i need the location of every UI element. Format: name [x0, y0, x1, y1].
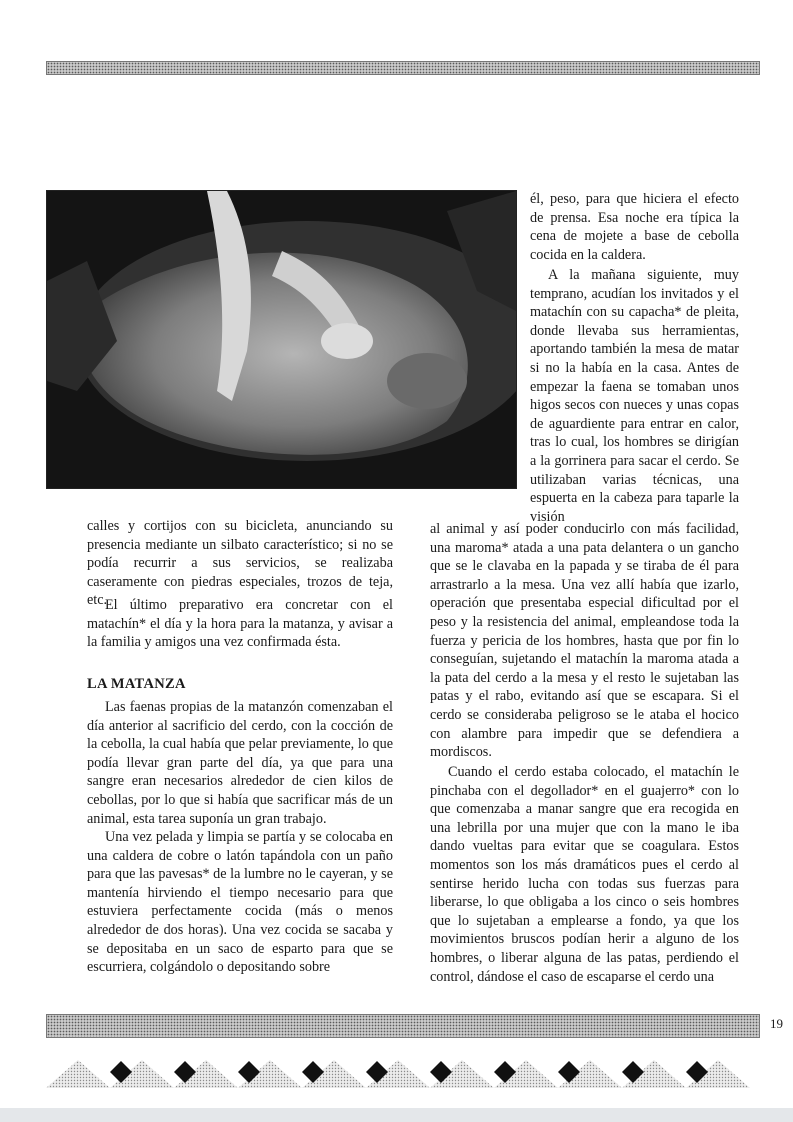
- section-paragraph: Una vez pelada y limpia se partía y se colocaba en una caldera de cobre o latón tapándola con un paño para que las pavesas* de la lumbre no le cayeran, y se mantenía hirviendo el tiempo necesario para que estuviera perfectamente cocida (más o menos alrededor de dos horas). Una vez cocida se sacaba y se depositaba en un saco de esparto para que se escurriera, colgándolo o depositando sobre: [87, 829, 393, 976]
- section-heading: LA MATANZA: [87, 676, 186, 692]
- right-column-paragraph: Cuando el cerdo estaba colocado, el matachín le pinchaba con el degollador* en el guajerro* con lo que comenzaba a manar sangre que era recogida en una lebrilla por una mujer que con la mano le iba dando vueltas para evitar que se coagulara. Estos momentos son los más dramáticos pues el cerdo al sentirse herido lucha con todas sus fuerzas para liberarse, lo que obligaba a los cinco o seis hombres que lo sujetaban a emplearse a fondo, ya que los movimientos bruscos podían herir a alguno de los hombres, o liberar alguna de las patas, perdiendo el control, dándose el caso de escaparse el cerdo una: [430, 764, 739, 985]
- section-paragraph: Las faenas propias de la matanzón comenzaban el día anterior al sacrificio del cerdo, con la cocción de la cebolla, la cual había que pelar previamente, lo que podía llevar gran parte del día, ya que para una sangre eran necesarios alrededor de cien kilos de cebollas, por lo que si había que sacrificar más de un animal, esta tarea suponía un gran trabajo.: [87, 699, 393, 827]
- right-top-paragraph: él, peso, para que hiciera el efecto de prensa. Esa noche era típica la cena de mojete a base de cebolla cocida en la caldera.: [530, 191, 739, 263]
- bottom-decorative-band: [46, 1014, 760, 1038]
- left-column-paragraph: El último preparativo era concretar con el matachín* el día y la hora para la matanza, y avisar a la familia y amigos una vez confirmada ésta.: [87, 597, 393, 651]
- page-number: 19: [770, 1016, 783, 1031]
- photo-illustration: [47, 191, 516, 488]
- left-column-paragraph: calles y cortijos con su bicicleta, anunciando su presencia mediante un silbato característico; si no se podía recurrir a sus servicios, se realizaba caseramente con piedras especiales, trozos de teja, etc.: [87, 518, 393, 609]
- right-column-paragraph: al animal y así poder conducirlo con más facilidad, una maroma* atada a una pata delantera o un gancho que se le clavaba en la papada y se tiraba de él para arrastrarlo a la mesa. Una vez allí había que izarlo, operación que presentaba especial dificultad por el peso y la resistencia del animal, empleandose toda la fuerza y pericia de los hombres, hasta que por fin lo conseguían, sujetando el matachín la maroma atada a la pata del cerdo a la mesa y el resto le sujetaban las patas y el rabo, evitando así que se escapara. Si el cerdo se consideraba peligroso se le ataba el hocico con alambre para impedir que se defendiera a mordiscos.: [430, 521, 739, 761]
- matanza-photo: [46, 190, 517, 489]
- scan-bottom-edge: [0, 1108, 793, 1122]
- top-decorative-band: [46, 61, 760, 75]
- right-top-paragraph: A la mañana siguiente, muy temprano, acudían los invitados y el matachín con su capacha* de pleita, donde llevaba sus herramientas, aportando también la mesa de matar si no la había en la casa. Antes de empezar la faena se tomaban unos higos secos con nueces y unas copas de aguardiente para entrar en calor, tras lo cual, los hombres se dirigían a la gorrinera para sacar el cerdo. Se utilizaban varias técnicas, una espuerta en la cabeza para taparle la visión: [530, 267, 739, 525]
- diamond-ornament: [46, 1046, 758, 1088]
